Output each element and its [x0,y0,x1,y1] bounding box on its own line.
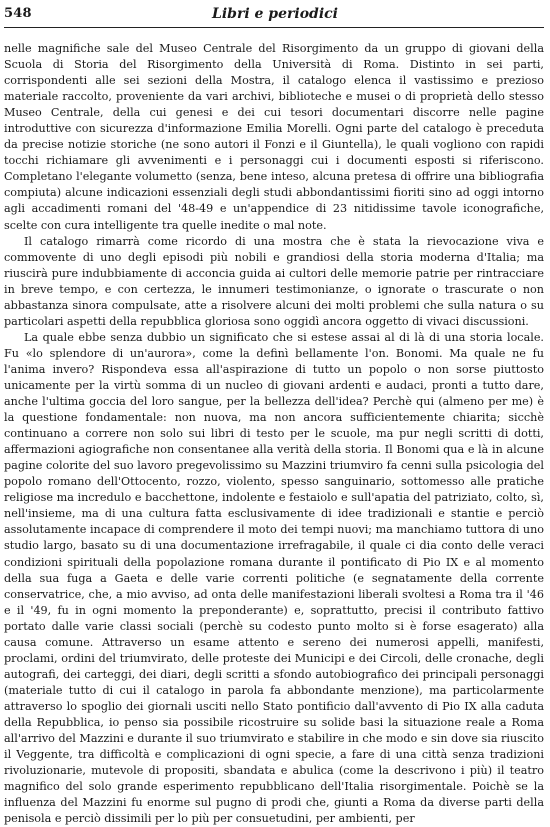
paragraph-2: Il catalogo rimarrà come ricordo di una mostra che è stata la rievocazione viva e commovente di uno degli episodi più nobili e grandiosi della storia moderna d'Italia; ma riuscirà pure indubbiamente di acconcia guida ai cultori delle memorie patrie per rintracciare in breve tempo, e con certezza, le innumeri testimonianze, o ignorate o trascurate o non abbastanza sinora compulsate, atte a risolvere alcuni dei molti problemi che sulla natura o su particolari aspetti della repubblica gloriosa sono oggidì ancora oggetto di vivaci discussioni. [4,234,544,328]
paragraph-1: nelle magnifiche sale del Museo Centrale del Risorgimento da un gruppo di giovani della Scuola di Storia del Risorgimento della Università di Roma. Distinto in sei parti, corrispondenti alle sei sezioni della Mostra, il catalogo elenca il vastissimo e prezioso materiale raccolto, proveniente da vari archivi, biblioteche e musei o di proprietà dello stesso Museo Centrale, della cui genesi e dei cui tesori documentari discorre nelle pagine introduttive con sicurezza d'informazione Emilia Morelli. Ogni parte del catalogo è preceduta da precise notizie storiche (ne sono autori il Fonzi e il Giuntella), le quali vogliono con rapidi tocchi richiamare gli avvenimenti e i personaggi cui i documenti esposti si riferiscono. Completano l'elegante volumetto (senza, bene inteso, alcuna pretesa di offrire una bibliografia compiuta) alcune indicazioni essenziali degli studi abbondantissimi fioriti sino ad oggi intorno agli accadimenti romani del '48-49 e un'appendice di 23 nitidissime tavole iconografiche, scelte con cura intelligente tra quelle inedite o mal note. [4,42,544,232]
paragraph-3: La quale ebbe senza dubbio un significato che si estese assai al di là di una storia locale. Fu «lo splendore di un'aurora», come la definì bellamente l'on. Bonomi. Ma quale ne fu l'anima invero? Rispondeva essa all'aspirazione di tutto un popolo o non sorse piuttosto unicamente per la virtù somma di un nucleo di giovani ardenti e audaci, pronti a tutto dare, anche l'ultima goccia del loro sangue, per la bellezza dell'idea? Perchè qui (almeno per me) è la questione fondamentale: non nuova, ma non ancora sufficientemente chiarita; sicchè continuano a correre non solo sui libri di testo per le scuole, ma pur negli scritti di dotti, affermazioni agiografiche non consentanee alla verità della storia. Il Bonomi qua e là in alcune pagine colorite del suo lavoro pregevolissimo su Mazzini triumviro fa cenni sulla psicologia del popolo romano dell'Ottocento, rozzo, violento, spesso sanguinario, sottomesso alle pratiche religiose ma incredulo e bacchettone, indolente e festaiolo e sull'apatia del patriziato, colto, sì, nell'insieme, ma di una cultura fatta esclusivamente di idee tradizionali e stantie e perciò assolutamente incapace di comprendere il moto dei tempi nuovi; ma manchiamo tuttora di uno studio largo, basato su di una documentazione irrefragabile, il quale ci dia conto delle veraci condizioni spirituali della popolazione romana durante il pontificato di Pio IX e al momento della sua fuga a Gaeta e delle varie correnti politiche (e segnatamente della corrente conservatrice, che, a mio avviso, ad onta delle manifestazioni liberali svoltesi a Roma tra il '46 e il '49, fu in ogni momento la preponderante) e, soprattutto, precisi il contributo fattivo portato dalle varie classi sociali (perchè su codesto punto molto si è forse esagerato) alla causa comune. Attraverso un esame attento e sereno dei numerosi appelli, manifesti, proclami, ordini del triumvirato, delle proteste dei Municipi e dei Circoli, delle cronache, degli autografi, dei carteggi, dei diari, degli scritti a sfondo autobiografico dei principali personaggi (materiale tutto di cui il catalogo in parola fa abbondante menzione), ma particolarmente attraverso lo spoglio dei giornali usciti nello Stato pontificio dall'avvento di Pio IX alla caduta della Repubblica, io penso sia possibile ricostruire su solide basi la situazione reale a Roma all'arrivo del Mazzini e durante il suo triumvirato e stabilire in che modo e sin dove sia riuscito il Veggente, tra difficoltà e complicazioni di ogni specie, a fare di una città senza tradizioni rivoluzionarie, mutevole di propositi, sbandata e abulica (come la descrivono i più) il teatro magnifico del solo grande esperimento repubblicano dell'Italia risorgimentale. Poichè se la influenza del Mazzini fu enorme sul pugno di prodi che, giunti a Roma da diverse parti della penisola e perciò dissimili per lo più per consuetudini, per ambienti, per [4,330,545,826]
header-rule [4,27,544,28]
body-text [4,41,544,827]
running-title: Libri e periodici [212,6,338,22]
page-header [0,6,550,28]
page-number: 548 [4,6,32,21]
